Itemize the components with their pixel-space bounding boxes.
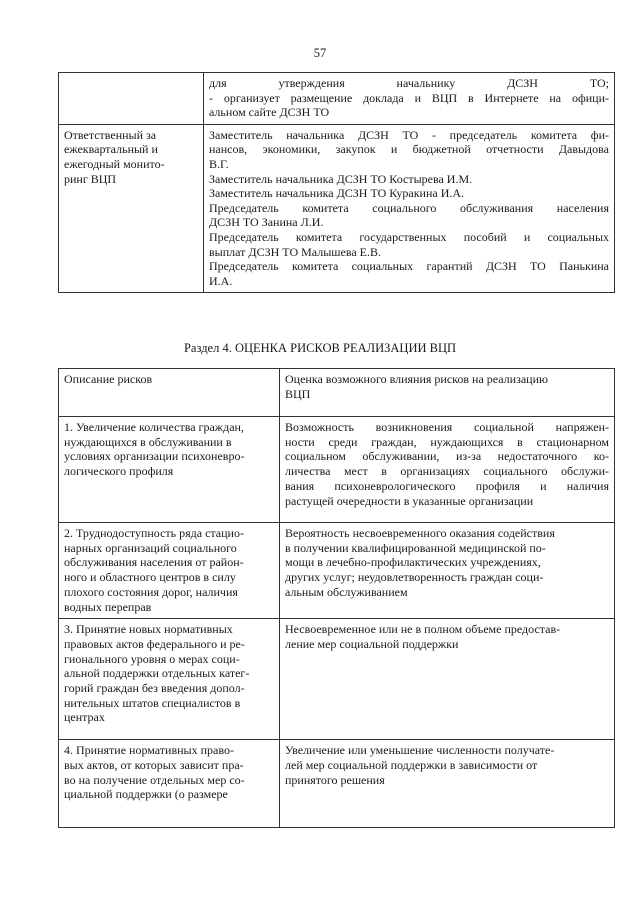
text-line: Ответственный за <box>64 127 157 142</box>
risk-cell <box>59 740 280 828</box>
text-line: ного и областного центров в силу <box>64 570 236 585</box>
text-line: растущей очередности в указанные организации <box>285 493 534 508</box>
text-line: обслуживания населения от район- <box>64 555 244 570</box>
text-line: И.А. <box>209 273 233 288</box>
text-line: вых актов, от которых зависит пра- <box>64 757 244 772</box>
text-line: - организует размещение доклада и ВЦП в Интернете на офици- <box>209 90 609 105</box>
impact-cell <box>280 523 615 619</box>
text-line: ринг ВЦП <box>64 171 117 186</box>
table-row <box>59 523 615 619</box>
text-line: 1. Увеличение количества граждан, <box>64 420 244 434</box>
text-line: альной поддержки отдельных катег- <box>64 666 250 681</box>
text-line: логического профиля <box>64 464 174 479</box>
text-line: во на получение отдельных мер со- <box>64 772 245 787</box>
text-line: нансов, экономики, закупок и бюджетной отчетности Давыдова <box>209 142 609 157</box>
text-line: Заместитель начальника ДСЗН ТО Куракина И.А. <box>209 186 465 201</box>
risk-cell <box>59 417 280 523</box>
text-line: Вероятность несвоевременного оказания содействия <box>285 526 555 540</box>
text-line: Председатель комитета социального обслуживания населения <box>209 200 609 215</box>
impact-cell <box>280 740 615 828</box>
text-line: Несвоевременное или не в полном объеме предостав- <box>285 622 561 637</box>
text-line: ление мер социальной поддержки <box>285 636 459 651</box>
text-line: плохого состояния дорог, наличия <box>64 584 238 599</box>
text-line: центрах <box>64 710 105 725</box>
monitoring-label-cell <box>59 124 204 293</box>
risk-table <box>58 368 615 828</box>
text-line: для утверждения начальнику ДСЗН ТО; <box>209 76 609 90</box>
text-line: выплат ДСЗН ТО Малышева Е.В. <box>209 244 381 259</box>
table-row <box>59 73 615 125</box>
text-line: ности среди граждан, нуждающихся в стационарном <box>285 434 609 449</box>
table-row <box>59 740 615 828</box>
text-line: вания психоневрологического профиля и наличия <box>285 478 609 493</box>
text-line: ежегодный монито- <box>64 156 165 171</box>
text-line: других услуг; неудовлетворенность граждан соци- <box>285 570 544 585</box>
text-line: 4. Принятие нормативных право- <box>64 743 234 758</box>
text-line: водных переправ <box>64 599 152 614</box>
text-line: Заместитель начальника ДСЗН ТО - председатель комитета фи- <box>209 127 609 142</box>
table-header-row <box>59 369 615 417</box>
text-line: лей мер социальной поддержки в зависимости от <box>285 757 538 772</box>
text-line: Председатель комитета государственных пособий и социальных <box>209 229 609 244</box>
text-line: нарных организаций социального <box>64 540 237 555</box>
text-line: 2. Труднодоступность ряда стацио- <box>64 526 244 540</box>
text-line: условиях организации психоневро- <box>64 449 245 464</box>
section-heading: Раздел 4. ОЦЕНКА РИСКОВ РЕАЛИЗАЦИИ ВЦП <box>183 341 457 355</box>
text-line: в получении квалифицированной медицинской по- <box>285 540 546 555</box>
page-number: 57 <box>313 46 327 60</box>
responsibility-table <box>58 72 615 293</box>
text-line: Председатель комитета социальных гарантий ДСЗН ТО Панькина <box>209 259 609 274</box>
impact-cell <box>280 619 615 740</box>
text-line: принятого решения <box>285 772 385 787</box>
text-line: Заместитель начальника ДСЗН ТО Костырева И.М. <box>209 171 473 186</box>
text-line: Описание рисков <box>64 372 153 386</box>
empty-label-cell <box>59 73 204 125</box>
risk-cell <box>59 619 280 740</box>
text-line: альным обслуживанием <box>285 584 408 599</box>
text-line: горий граждан без введения допол- <box>64 681 245 696</box>
text-line: нительных штатов специалистов в <box>64 695 241 710</box>
header-cell-impact <box>280 369 615 417</box>
text-line: нуждающихся в обслуживании в <box>64 434 232 449</box>
text-line: личества мест в организациях социального обслужи- <box>285 464 609 479</box>
text-line: ежеквартальный и <box>64 142 158 157</box>
text-line: альном сайте ДСЗН ТО <box>209 105 330 120</box>
impact-cell <box>280 417 615 523</box>
text-line: Возможность возникновения социальной напряжен- <box>285 420 609 434</box>
text-line: Увеличение или уменьшение численности получате- <box>285 743 555 758</box>
header-cell-risks <box>59 369 280 417</box>
text-line: ВЦП <box>285 386 311 401</box>
risk-cell <box>59 523 280 619</box>
table-row <box>59 417 615 523</box>
monitoring-people-cell <box>204 124 615 293</box>
text-line: правовых актов федерального и ре- <box>64 636 245 651</box>
text-line: Оценка возможного влияния рисков на реализацию <box>285 372 548 386</box>
text-line: мощи в лечебно-профилактических учреждениях, <box>285 555 541 570</box>
text-line: ДСЗН ТО Занина Л.И. <box>209 215 324 230</box>
text-line: социальном обслуживании, из-за недостаточного ко- <box>285 449 609 464</box>
text-line: гионального уровня о мерах соци- <box>64 651 240 666</box>
continuation-cell <box>204 73 615 125</box>
text-line: циальной поддержки (о размере <box>64 787 228 802</box>
table-row <box>59 619 615 740</box>
text-line: В.Г. <box>209 156 229 171</box>
text-line: 3. Принятие новых нормативных <box>64 622 233 637</box>
table-row <box>59 124 615 293</box>
